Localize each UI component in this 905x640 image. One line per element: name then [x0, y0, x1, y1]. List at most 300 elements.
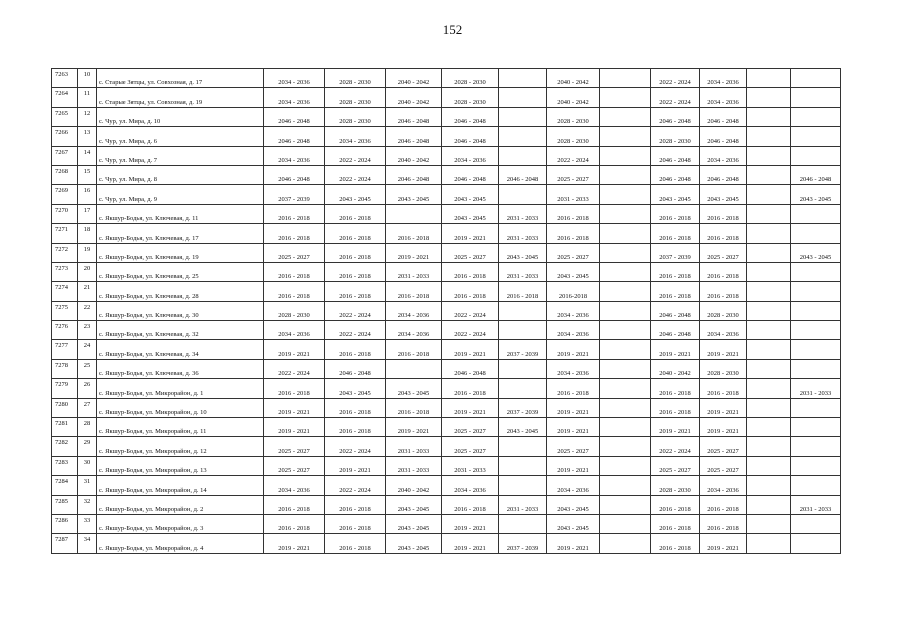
period-cell: 2016 - 2018 — [547, 379, 600, 398]
period-cell — [791, 127, 841, 146]
period-cell — [747, 476, 791, 495]
period-cell: 2031 - 2033 — [386, 437, 442, 456]
period-cell — [791, 418, 841, 437]
period-cell: 2040 - 2042 — [386, 146, 442, 165]
period-cell: 2019 - 2021 — [442, 398, 499, 417]
period-cell: 2040 - 2042 — [651, 359, 700, 378]
period-cell: 2016 - 2018 — [264, 224, 325, 243]
row-id-cell: 7263 — [52, 69, 78, 88]
period-cell: 2025 - 2027 — [651, 456, 700, 475]
period-cell — [747, 437, 791, 456]
period-cell: 2019 - 2021 — [386, 243, 442, 262]
period-cell: 2046 - 2048 — [386, 127, 442, 146]
period-cell — [386, 359, 442, 378]
address-cell: с. Якшур-Бодья, ул. Ключевая, д. 30 — [97, 301, 264, 320]
period-cell: 2016 - 2018 — [499, 282, 547, 301]
period-cell: 2025 - 2027 — [700, 437, 747, 456]
period-cell — [747, 88, 791, 107]
period-cell: 2046 - 2048 — [386, 165, 442, 184]
period-cell — [600, 127, 651, 146]
period-cell — [747, 418, 791, 437]
period-cell: 2016 - 2018 — [325, 282, 386, 301]
period-cell: 2025 - 2027 — [264, 243, 325, 262]
period-cell: 2016 - 2018 — [651, 262, 700, 281]
period-cell: 2031 - 2033 — [499, 204, 547, 223]
period-cell: 2034 - 2036 — [264, 476, 325, 495]
period-cell — [600, 514, 651, 533]
period-cell — [499, 476, 547, 495]
period-cell: 2019 - 2021 — [547, 418, 600, 437]
period-cell — [600, 224, 651, 243]
period-cell — [600, 379, 651, 398]
period-cell: 2016 - 2018 — [547, 204, 600, 223]
table-row — [52, 301, 841, 320]
period-cell: 2043 - 2045 — [386, 514, 442, 533]
row-number-cell: 10 — [78, 69, 97, 88]
period-cell: 2022 - 2024 — [442, 321, 499, 340]
period-cell: 2016 - 2018 — [325, 340, 386, 359]
period-cell — [791, 146, 841, 165]
row-number-cell: 12 — [78, 107, 97, 126]
address-cell: с. Якшур-Бодья, ул. Микрорайон, д. 2 — [97, 495, 264, 514]
period-cell: 2028 - 2030 — [651, 476, 700, 495]
period-cell: 2028 - 2030 — [651, 127, 700, 146]
period-cell — [499, 127, 547, 146]
period-cell — [499, 456, 547, 475]
row-id-cell: 7278 — [52, 359, 78, 378]
table-row — [52, 495, 841, 514]
period-cell: 2034 - 2036 — [325, 127, 386, 146]
row-id-cell: 7266 — [52, 127, 78, 146]
row-id-cell: 7283 — [52, 456, 78, 475]
table-row — [52, 476, 841, 495]
period-cell: 2019 - 2021 — [325, 456, 386, 475]
period-cell: 2016 - 2018 — [325, 495, 386, 514]
period-cell: 2022 - 2024 — [442, 301, 499, 320]
period-cell: 2019 - 2021 — [264, 398, 325, 417]
period-cell: 2025 - 2027 — [264, 437, 325, 456]
period-cell — [600, 495, 651, 514]
period-cell: 2046 - 2048 — [442, 107, 499, 126]
period-cell — [499, 69, 547, 88]
period-cell: 2019 - 2021 — [547, 398, 600, 417]
period-cell — [791, 476, 841, 495]
period-cell: 2019 - 2021 — [547, 340, 600, 359]
row-number-cell: 15 — [78, 165, 97, 184]
period-cell — [600, 340, 651, 359]
period-cell: 2034 - 2036 — [264, 69, 325, 88]
period-cell — [499, 514, 547, 533]
table-row — [52, 107, 841, 126]
row-number-cell: 18 — [78, 224, 97, 243]
period-cell: 2043 - 2045 — [547, 262, 600, 281]
table-row — [52, 379, 841, 398]
period-cell — [600, 262, 651, 281]
row-id-cell: 7269 — [52, 185, 78, 204]
row-number-cell: 16 — [78, 185, 97, 204]
period-cell: 2016 - 2018 — [264, 262, 325, 281]
period-cell: 2016 - 2018 — [325, 262, 386, 281]
period-cell: 2025 - 2027 — [442, 243, 499, 262]
period-cell — [791, 262, 841, 281]
period-cell: 2016-2018 — [547, 282, 600, 301]
period-cell: 2028 - 2030 — [547, 107, 600, 126]
period-cell: 2028 - 2030 — [700, 301, 747, 320]
period-cell: 2043 - 2045 — [325, 379, 386, 398]
period-cell: 2016 - 2018 — [325, 514, 386, 533]
period-cell — [499, 359, 547, 378]
address-cell: с. Якшур-Бодья, ул. Микрорайон, д. 12 — [97, 437, 264, 456]
period-cell — [600, 282, 651, 301]
period-cell: 2022 - 2024 — [325, 437, 386, 456]
row-number-cell: 33 — [78, 514, 97, 533]
period-cell — [791, 534, 841, 553]
period-cell — [600, 321, 651, 340]
period-cell: 2016 - 2018 — [386, 340, 442, 359]
period-cell: 2019 - 2021 — [264, 534, 325, 553]
address-cell: с. Якшур-Бодья, ул. Ключевая, д. 36 — [97, 359, 264, 378]
period-cell — [499, 379, 547, 398]
period-cell: 2031 - 2033 — [547, 185, 600, 204]
period-cell: 2034 - 2036 — [386, 321, 442, 340]
period-cell: 2040 - 2042 — [386, 69, 442, 88]
period-cell: 2034 - 2036 — [442, 146, 499, 165]
period-cell: 2019 - 2021 — [264, 418, 325, 437]
period-cell: 2043 - 2045 — [791, 243, 841, 262]
period-cell: 2016 - 2018 — [442, 282, 499, 301]
address-cell: с. Чур, ул. Мира, д. 7 — [97, 146, 264, 165]
address-cell: с. Якшур-Бодья, ул. Ключевая, д. 34 — [97, 340, 264, 359]
period-cell: 2043 - 2045 — [386, 185, 442, 204]
period-cell — [791, 301, 841, 320]
period-cell: 2037 - 2039 — [264, 185, 325, 204]
period-cell: 2046 - 2048 — [651, 107, 700, 126]
period-cell: 2016 - 2018 — [700, 262, 747, 281]
period-cell: 2034 - 2036 — [547, 321, 600, 340]
period-cell: 2016 - 2018 — [264, 495, 325, 514]
period-cell: 2019 - 2021 — [651, 418, 700, 437]
row-id-cell: 7265 — [52, 107, 78, 126]
period-cell: 2016 - 2018 — [700, 514, 747, 533]
table-row — [52, 146, 841, 165]
period-cell: 2016 - 2018 — [700, 224, 747, 243]
period-cell: 2025 - 2027 — [700, 243, 747, 262]
period-cell: 2019 - 2021 — [442, 514, 499, 533]
period-cell — [747, 340, 791, 359]
period-cell: 2037 - 2039 — [499, 534, 547, 553]
period-cell: 2019 - 2021 — [700, 418, 747, 437]
period-cell: 2040 - 2042 — [547, 69, 600, 88]
period-cell: 2046 - 2048 — [700, 107, 747, 126]
period-cell — [747, 359, 791, 378]
table-row — [52, 262, 841, 281]
period-cell: 2046 - 2048 — [651, 321, 700, 340]
table-row — [52, 243, 841, 262]
period-cell — [600, 107, 651, 126]
table-row — [52, 69, 841, 88]
period-cell: 2016 - 2018 — [700, 379, 747, 398]
period-cell: 2016 - 2018 — [386, 282, 442, 301]
row-number-cell: 26 — [78, 379, 97, 398]
address-cell: с. Якшур-Бодья, ул. Ключевая, д. 28 — [97, 282, 264, 301]
table-row — [52, 398, 841, 417]
period-cell: 2046 - 2048 — [442, 165, 499, 184]
period-cell: 2019 - 2021 — [700, 340, 747, 359]
period-cell — [600, 398, 651, 417]
period-cell: 2046 - 2048 — [264, 107, 325, 126]
period-cell — [791, 321, 841, 340]
period-cell: 2016 - 2018 — [651, 282, 700, 301]
period-cell: 2031 - 2033 — [499, 262, 547, 281]
address-cell: с. Чур, ул. Мира, д. 10 — [97, 107, 264, 126]
period-cell: 2022 - 2024 — [651, 437, 700, 456]
address-cell: с. Чур, ул. Мира, д. 8 — [97, 165, 264, 184]
period-cell: 2046 - 2048 — [791, 165, 841, 184]
period-cell: 2019 - 2021 — [264, 340, 325, 359]
period-cell: 2022 - 2024 — [325, 301, 386, 320]
table-row — [52, 456, 841, 475]
period-cell: 2016 - 2018 — [386, 224, 442, 243]
table-row — [52, 165, 841, 184]
period-cell: 2022 - 2024 — [325, 321, 386, 340]
period-cell: 2016 - 2018 — [264, 282, 325, 301]
period-cell: 2037 - 2039 — [499, 340, 547, 359]
row-id-cell: 7282 — [52, 437, 78, 456]
period-cell — [600, 476, 651, 495]
period-cell: 2016 - 2018 — [325, 418, 386, 437]
period-cell — [747, 204, 791, 223]
period-cell: 2046 - 2048 — [442, 127, 499, 146]
period-cell — [791, 456, 841, 475]
period-cell: 2034 - 2036 — [547, 476, 600, 495]
row-id-cell: 7272 — [52, 243, 78, 262]
table-row — [52, 282, 841, 301]
row-id-cell: 7287 — [52, 534, 78, 553]
row-id-cell: 7276 — [52, 321, 78, 340]
row-id-cell: 7275 — [52, 301, 78, 320]
period-cell: 2046 - 2048 — [442, 359, 499, 378]
table-row — [52, 340, 841, 359]
row-id-cell: 7284 — [52, 476, 78, 495]
period-cell — [747, 495, 791, 514]
row-id-cell: 7277 — [52, 340, 78, 359]
row-number-cell: 27 — [78, 398, 97, 417]
period-cell: 2016 - 2018 — [442, 262, 499, 281]
period-cell: 2022 - 2024 — [651, 69, 700, 88]
period-cell: 2025 - 2027 — [442, 418, 499, 437]
table-row — [52, 321, 841, 340]
period-cell — [747, 301, 791, 320]
row-number-cell: 32 — [78, 495, 97, 514]
address-cell: с. Якшур-Бодья, ул. Ключевая, д. 17 — [97, 224, 264, 243]
period-cell — [747, 398, 791, 417]
period-cell: 2043 - 2045 — [499, 418, 547, 437]
period-cell — [747, 107, 791, 126]
period-cell: 2016 - 2018 — [442, 379, 499, 398]
period-cell: 2016 - 2018 — [264, 514, 325, 533]
period-cell: 2019 - 2021 — [442, 224, 499, 243]
period-cell: 2022 - 2024 — [264, 359, 325, 378]
period-cell: 2043 - 2045 — [700, 185, 747, 204]
period-cell — [791, 437, 841, 456]
period-cell: 2028 - 2030 — [442, 88, 499, 107]
period-cell: 2031 - 2033 — [499, 224, 547, 243]
row-number-cell: 22 — [78, 301, 97, 320]
period-cell: 2043 - 2045 — [325, 185, 386, 204]
period-cell: 2016 - 2018 — [651, 495, 700, 514]
period-cell: 2043 - 2045 — [547, 514, 600, 533]
period-cell: 2034 - 2036 — [547, 301, 600, 320]
period-cell: 2034 - 2036 — [264, 88, 325, 107]
row-id-cell: 7286 — [52, 514, 78, 533]
period-cell: 2028 - 2030 — [325, 107, 386, 126]
period-cell: 2016 - 2018 — [651, 534, 700, 553]
row-id-cell: 7271 — [52, 224, 78, 243]
period-cell — [791, 88, 841, 107]
period-cell — [747, 379, 791, 398]
period-cell: 2040 - 2042 — [547, 88, 600, 107]
row-number-cell: 23 — [78, 321, 97, 340]
period-cell: 2016 - 2018 — [325, 534, 386, 553]
period-cell: 2046 - 2048 — [651, 146, 700, 165]
period-cell — [747, 262, 791, 281]
period-cell: 2016 - 2018 — [651, 398, 700, 417]
period-cell: 2028 - 2030 — [700, 359, 747, 378]
period-cell — [600, 534, 651, 553]
period-cell: 2019 - 2021 — [442, 534, 499, 553]
address-cell: с. Якшур-Бодья, ул. Ключевая, д. 32 — [97, 321, 264, 340]
period-cell: 2028 - 2030 — [325, 69, 386, 88]
period-cell — [747, 514, 791, 533]
period-cell — [600, 88, 651, 107]
period-cell: 2028 - 2030 — [264, 301, 325, 320]
address-cell: с. Якшур-Бодья, ул. Микрорайон, д. 13 — [97, 456, 264, 475]
period-cell: 2025 - 2027 — [700, 456, 747, 475]
period-cell: 2022 - 2024 — [325, 146, 386, 165]
period-cell: 2037 - 2039 — [499, 398, 547, 417]
period-cell — [499, 185, 547, 204]
period-cell: 2016 - 2018 — [264, 204, 325, 223]
period-cell: 2034 - 2036 — [264, 146, 325, 165]
table-row — [52, 127, 841, 146]
period-cell: 2031 - 2033 — [791, 379, 841, 398]
period-cell: 2034 - 2036 — [264, 321, 325, 340]
period-cell: 2034 - 2036 — [700, 88, 747, 107]
period-cell: 2046 - 2048 — [700, 127, 747, 146]
period-cell: 2016 - 2018 — [547, 224, 600, 243]
period-cell: 2016 - 2018 — [325, 243, 386, 262]
row-number-cell: 29 — [78, 437, 97, 456]
period-cell — [791, 340, 841, 359]
period-cell: 2019 - 2021 — [547, 456, 600, 475]
address-cell: с. Якшур-Бодья, ул. Микрорайон, д. 14 — [97, 476, 264, 495]
period-cell: 2025 - 2027 — [442, 437, 499, 456]
period-cell — [747, 69, 791, 88]
row-id-cell: 7280 — [52, 398, 78, 417]
schedule-table — [51, 68, 841, 554]
table-row — [52, 204, 841, 223]
period-cell — [791, 224, 841, 243]
row-id-cell: 7267 — [52, 146, 78, 165]
period-cell — [499, 146, 547, 165]
row-number-cell: 14 — [78, 146, 97, 165]
period-cell: 2025 - 2027 — [547, 165, 600, 184]
table-body — [52, 69, 841, 554]
period-cell: 2016 - 2018 — [442, 495, 499, 514]
period-cell — [747, 534, 791, 553]
address-cell: с. Якшур-Бодья, ул. Ключевая, д. 11 — [97, 204, 264, 223]
period-cell — [499, 107, 547, 126]
period-cell: 2043 - 2045 — [499, 243, 547, 262]
address-cell: с. Якшур-Бодья, ул. Микрорайон, д. 10 — [97, 398, 264, 417]
row-id-cell: 7268 — [52, 165, 78, 184]
period-cell: 2016 - 2018 — [386, 398, 442, 417]
address-cell: с. Якшур-Бодья, ул. Микрорайон, д. 1 — [97, 379, 264, 398]
period-cell: 2046 - 2048 — [651, 165, 700, 184]
period-cell — [600, 146, 651, 165]
row-id-cell: 7270 — [52, 204, 78, 223]
period-cell — [499, 88, 547, 107]
period-cell: 2019 - 2021 — [442, 340, 499, 359]
address-cell: с. Старые Зятцы, ул. Совхозная, д. 17 — [97, 69, 264, 88]
period-cell: 2019 - 2021 — [700, 534, 747, 553]
period-cell: 2046 - 2048 — [264, 165, 325, 184]
table-row — [52, 224, 841, 243]
address-cell: с. Чур, ул. Мира, д. 9 — [97, 185, 264, 204]
table-row — [52, 534, 841, 553]
period-cell — [499, 301, 547, 320]
period-cell: 2016 - 2018 — [325, 224, 386, 243]
period-cell: 2031 - 2033 — [791, 495, 841, 514]
table-row — [52, 514, 841, 533]
period-cell — [600, 418, 651, 437]
table-row — [52, 185, 841, 204]
period-cell: 2016 - 2018 — [325, 398, 386, 417]
period-cell: 2031 - 2033 — [386, 456, 442, 475]
period-cell: 2019 - 2021 — [651, 340, 700, 359]
period-cell — [747, 282, 791, 301]
period-cell — [600, 437, 651, 456]
row-number-cell: 25 — [78, 359, 97, 378]
period-cell — [499, 437, 547, 456]
period-cell: 2031 - 2033 — [442, 456, 499, 475]
period-cell: 2043 - 2045 — [386, 495, 442, 514]
period-cell: 2016 - 2018 — [651, 379, 700, 398]
period-cell: 2034 - 2036 — [700, 476, 747, 495]
address-cell: с. Якшур-Бодья, ул. Микрорайон, д. 11 — [97, 418, 264, 437]
period-cell: 2022 - 2024 — [547, 146, 600, 165]
period-cell — [747, 127, 791, 146]
period-cell — [791, 282, 841, 301]
period-cell: 2022 - 2024 — [325, 165, 386, 184]
period-cell — [600, 165, 651, 184]
period-cell: 2043 - 2045 — [386, 379, 442, 398]
period-cell: 2043 - 2045 — [442, 185, 499, 204]
row-number-cell: 17 — [78, 204, 97, 223]
period-cell: 2034 - 2036 — [547, 359, 600, 378]
period-cell — [791, 107, 841, 126]
address-cell: с. Якшур-Бодья, ул. Ключевая, д. 19 — [97, 243, 264, 262]
period-cell — [747, 224, 791, 243]
period-cell — [600, 456, 651, 475]
row-number-cell: 20 — [78, 262, 97, 281]
period-cell — [747, 185, 791, 204]
period-cell: 2019 - 2021 — [700, 398, 747, 417]
period-cell: 2046 - 2048 — [386, 107, 442, 126]
period-cell: 2043 - 2045 — [442, 204, 499, 223]
period-cell: 2046 - 2048 — [700, 165, 747, 184]
period-cell: 2016 - 2018 — [700, 282, 747, 301]
